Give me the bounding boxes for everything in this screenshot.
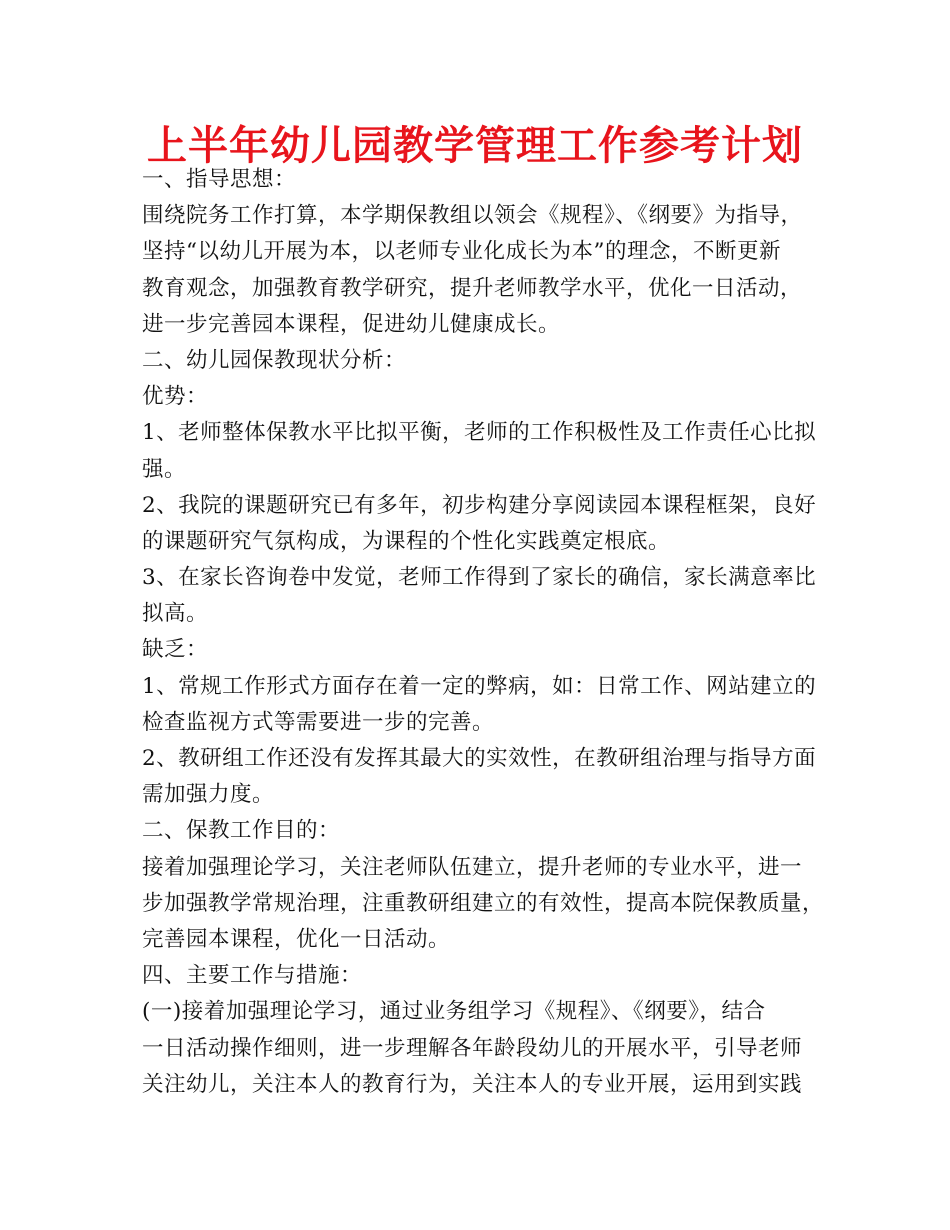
text-line: 强。 bbox=[142, 456, 187, 482]
text-line: 接着加强理论学习，关注老师队伍建立，提升老师的专业水平，进一 bbox=[142, 854, 803, 880]
text-line: 3、在家长咨询卷中发觉，老师工作得到了家长的确信，家长满意率比 bbox=[142, 565, 817, 591]
text-line: 四、主要工作与措施： bbox=[142, 963, 363, 989]
text-line: 2、我院的课题研究已有多年，初步构建分享阅读园本课程框架，良好 bbox=[142, 492, 817, 518]
text-line: 1、老师整体保教水平比拟平衡，老师的工作积极性及工作责任心比拟 bbox=[142, 420, 817, 446]
text-line: 步加强教学常规治理，注重教研组建立的有效性，提高本院保教质量， bbox=[142, 890, 825, 916]
text-line: 围绕院务工作打算，本学期保教组以领会《规程》、《纲要》为指导， bbox=[142, 203, 803, 229]
text-line: 进一步完善园本课程，促进幼儿健康成长。 bbox=[142, 311, 561, 337]
text-line: 关注幼儿，关注本人的教育行为，关注本人的专业开展，运用到实践 bbox=[142, 1071, 803, 1097]
text-line: 二、幼儿园保教现状分析： bbox=[142, 347, 407, 373]
document-title: 上半年幼儿园教学管理工作参考计划 bbox=[147, 123, 803, 169]
text-line: 的课题研究气氛构成，为课程的个性化实践奠定根底。 bbox=[142, 528, 671, 554]
text-line: 完善园本课程，优化一日活动。 bbox=[142, 926, 451, 952]
text-line: 2、教研组工作还没有发挥其最大的实效性，在教研组治理与指导方面 bbox=[142, 746, 817, 771]
text-line: 优势： bbox=[142, 384, 209, 410]
text-line: 1、常规工作形式方面存在着一定的弊病，如：日常工作、网站建立的 bbox=[142, 673, 817, 699]
text-line: 检查监视方式等需要进一步的完善。 bbox=[142, 709, 495, 735]
text-line: 二、保教工作目的： bbox=[142, 818, 341, 844]
text-line: 拟高。 bbox=[142, 601, 209, 627]
text-line: (一)接着加强理论学习，通过业务组学习《规程》、《纲要》，结合 bbox=[142, 999, 766, 1025]
text-line: 一日活动操作细则，进一步理解各年龄段幼儿的开展水平，引导老师 bbox=[142, 1035, 803, 1061]
document-body bbox=[142, 162, 825, 1103]
text-line: 缺乏： bbox=[142, 637, 209, 663]
text-line: 教育观念，加强教育教学研究，提升老师教学水平，优化一日活动， bbox=[142, 275, 803, 301]
text-line: 坚持“以幼儿开展为本，以老师专业化成长为本”的理念，不断更新 bbox=[142, 239, 781, 265]
text-line: 需加强力度。 bbox=[142, 782, 275, 808]
text-line: 一、指导思想： bbox=[142, 167, 297, 192]
